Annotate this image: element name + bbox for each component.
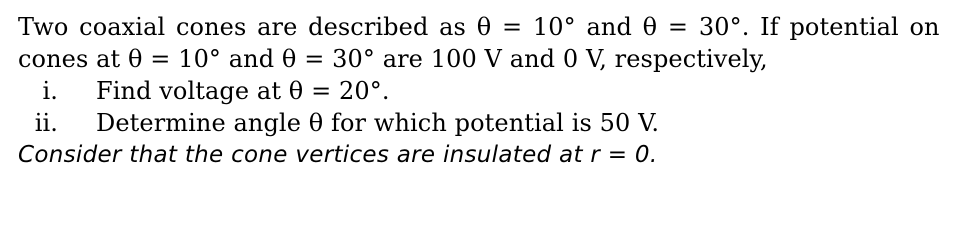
list-item [18,75,968,107]
item-text: Determine angle θ for which potential is 50 V. [96,109,660,137]
item-numeral: ii. [34,109,58,137]
problem-line-1: Two coaxial cones are described as θ = 10° and θ = 30°. If potential on [18,13,940,41]
item-numeral: i. [42,77,58,105]
problem-note: Consider that the cone vertices are insulated at r = 0. [18,142,658,168]
item-text: Find voltage at θ = 20°. [96,77,390,105]
problem-line-2: cones at θ = 10° and θ = 30° are 100 V and 0 V, respectively, [18,45,768,73]
problem-statement [18,11,968,171]
list-item [18,107,968,139]
